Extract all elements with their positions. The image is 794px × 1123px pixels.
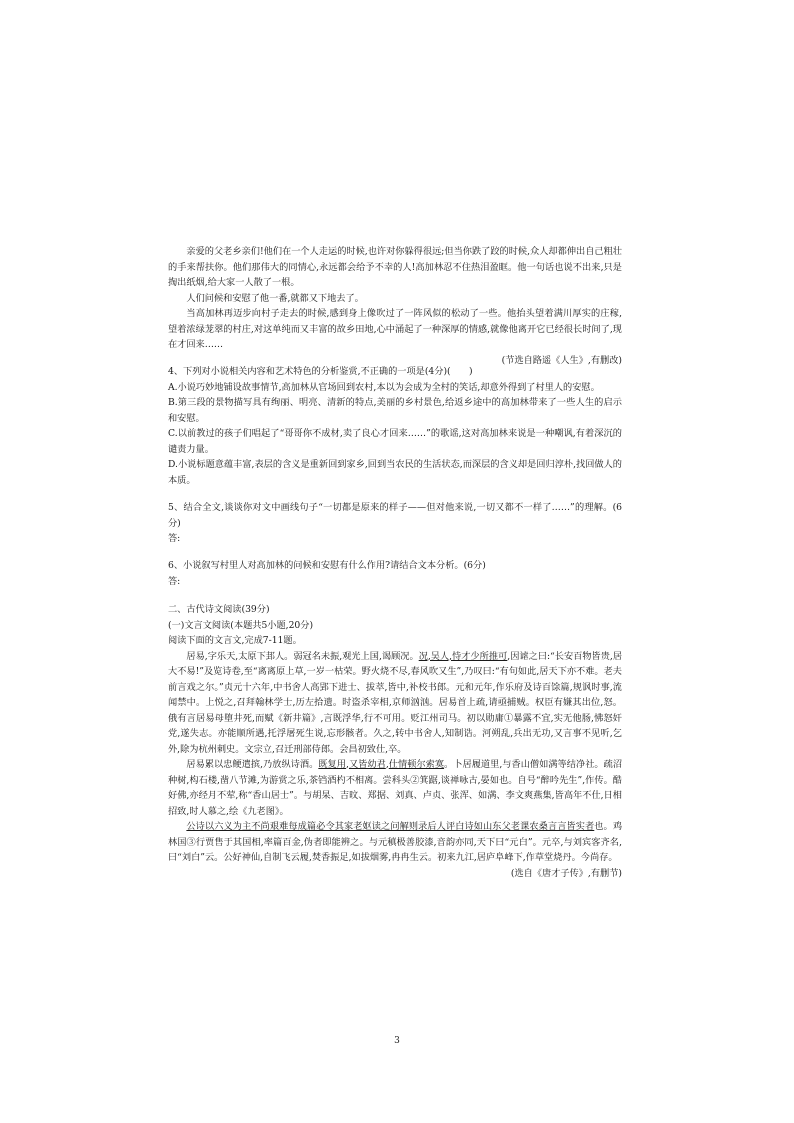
section-title: 二、古代诗文阅读(39分) [168,604,270,615]
unpunctuated-sentence: 公诗以六义为主不尚艰难每成篇必令其家老妪读之问解则录后人评白诗如山东父老课农桑言言皆实者 [186,821,595,832]
novel-paragraph-3: 当高加林再迈步向村子走去的时候,感到身上像吹过了一阵风似的松动了一些。他抬头望着满川厚实的庄稼,望着浓绿茏翠的村庄,对这单纯而又丰富的故乡田地,心中涌起了一种深厚的情感,就像他离开它已经很长时间了,现在才回来…… [168,308,622,350]
question-4-stem: 4、下列对小说相关内容和艺术特色的分析鉴赏,不正确的一项是(4分)( ) [168,366,473,377]
section-instruction: 阅读下面的文言文,完成7-11题。 [168,635,302,646]
underlined-sentence-1: 况,吴人,恃才少所推可 [418,650,508,662]
question-4 [168,364,622,488]
classical-paragraph-1: 居易,字乐天,太原下邽人。弱冠名未振,观光上国,谒顾况。况,吴人,恃才少所推可,因谑之曰:“长安百物皆贵,居大不易!”及览诗卷,至“离离原上草,一岁一枯荣。野火烧不尽,春风吹又生”,乃叹曰:“有句如此,居天下亦不难。老夫前言戏之尔。”贞元十六年,中书舍人高郢下进士、拔萃,皆中,补校书郎。元和元年,作乐府及诗百馀篇,规讽时事,流闻禁中。上悦之,召拜翰林学士,历左拾遗。时盗杀宰相,京师汹汹。居易首上疏,请亟捕贼。权臣有嫌其出位,怒。俄有言居易母堕井死,而赋《新井篇》,言既浮华,行不可用。贬江州司马。初以勋庸①暴露不宜,实无他肠,怫怒奸党,遂失志。亦能顺所遇,托浮屠死生说,忘形骸者。久之,转中书舍人,知制诰。河朔乱,兵出无功,又言事不见听,乞外,除为杭州刺史。文宗立,召迁刑部侍郎。会昌初致仕,卒。 [168,650,623,755]
question-4-option-a: A.小说巧妙地铺设故事情节,高加林从官场回到农村,本以为会成为全村的笑话,却意外得到了村里人的安慰。 [168,381,600,393]
question-6-answer-label: 答: [168,575,181,587]
question-4-option-c: C.以前教过的孩子们唱起了“哥哥你不成材,卖了良心才回来……”的歌谣,这对高加林来说是一种嘲讽,有着深沉的谴责力量。 [168,428,622,455]
page-number: 3 [394,1036,400,1046]
question-4-option-b: B.第三段的景物描写具有绚丽、明亮、清新的特点,美丽的乡村景色,给返乡途中的高加林带来了一些人生的启示和安慰。 [168,397,622,424]
section-subtitle: (一)文言文阅读(本题共5小题,20分) [168,619,314,631]
question-5-answer-label: 答: [168,533,181,544]
underlined-sentence-2a: 既复用 [318,759,346,770]
question-4-option-d: D.小说标题意蕴丰富,表层的含义是重新回到家乡,回到当农民的生活状态,而深层的含义却是回归淳朴,找回做人的本质。 [168,459,622,486]
underlined-sentence-2c: 仕情顿尔索寞 [388,759,445,770]
classical-section [168,602,622,881]
question-5 [168,500,622,547]
question-6 [168,558,622,589]
novel-source: (节选自路遥《人生》,有删改) [501,354,622,366]
novel-paragraph-2: 人们问候和安慰了他一番,就都又下地去了。 [186,292,364,304]
classical-paragraph-2: 居易累以忠鲠遣摈,乃放纵诗酒。既复用,又皆幼君,仕情顿尔索寞。卜居履道里,与香山僧如满等结净社。疏沼种树,构石楼,凿八节滩,为游赏之乐,茶铛酒杓不相离。尝科头②箕踞,谈禅咏古,晏如也。自号“醉吟先生”,作传。酷好佛,亦经月不荤,称“香山居士”。与胡杲、吉旼、郑据、刘真、卢贞、张浑、如满、李文爽燕集,皆高年不仕,日相招致,时人慕之,绘《九老图》。 [168,759,623,817]
novel-paragraph-1: 亲爱的父老乡亲们!他们在一个人走运的时候,也许对你躲得很远;但当你跌了跤的时候,众人却都伸出自己粗壮的手来帮扶你。他们那伟大的同情心,永远都会给予不幸的人!高加林忍不住热泪盈眶。他一句话也说不出来,只是掏出纸烟,给大家一人散了一根。 [168,246,622,288]
question-6-stem: 6、小说叙写村里人对高加林的问候和安慰有什么作用?请结合文本分析。(6分) [168,560,486,571]
underlined-sentence-2b: 又皆幼君 [348,759,386,770]
novel-excerpt [168,244,622,368]
classical-source: (选自《唐才子传》,有删节) [510,867,622,879]
classical-paragraph-3: 公诗以六义为主不尚艰难每成篇必令其家老妪读之问解则录后人评白诗如山东父老课农桑言言皆实者也。鸡林国③行贾售于其国相,率篇百金,伪者即能辨之。与元稹极善胶漆,音韵亦同,天下曰“元白”。元卒,与刘宾客齐名,曰“刘白”云。公好神仙,自制飞云履,焚香振足,如拔烟雾,冉冉生云。初来九江,居庐阜峰下,作草堂烧丹。今尚存。 [168,821,623,863]
question-5-stem: 5、结合全文,谈谈你对文中画线句子“一切都是原来的样子——但对他来说,一切又都不一样了……”的理解。(6分) [168,502,622,529]
